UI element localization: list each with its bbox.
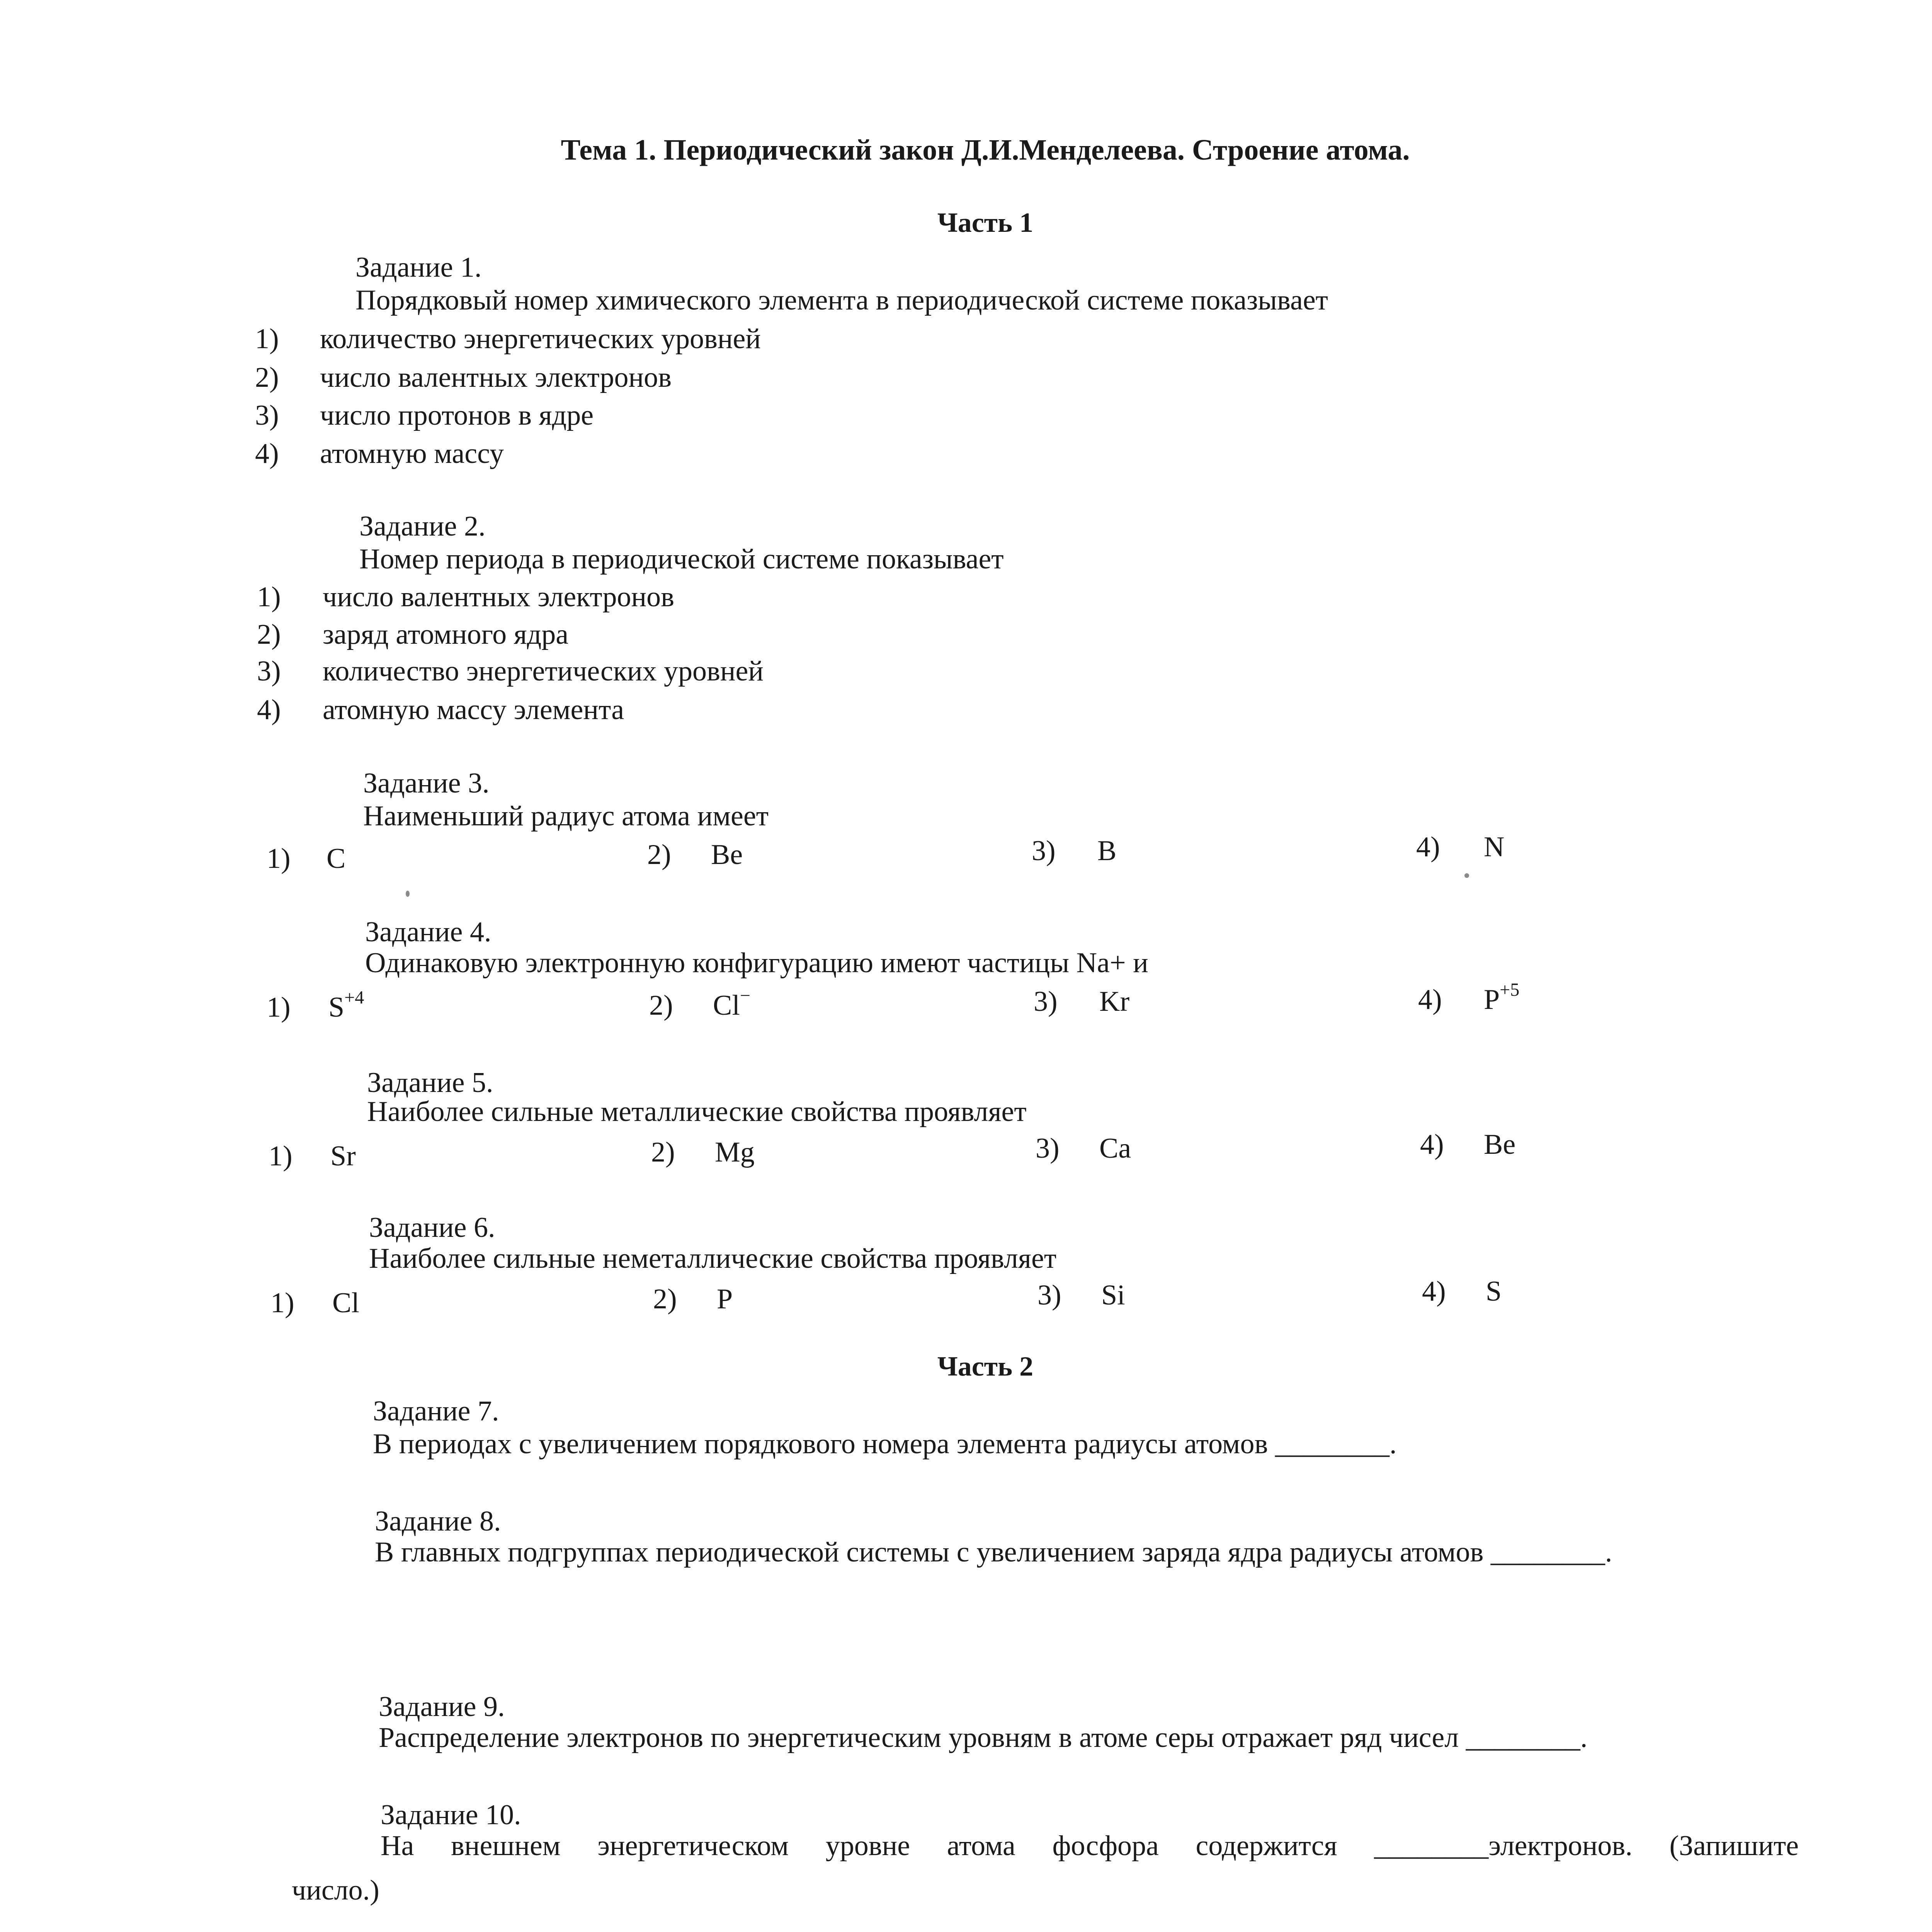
task-6-option-number: 2) (653, 1283, 677, 1315)
charge-superscript: +4 (344, 987, 364, 1008)
task-4-option-number: 4) (1418, 984, 1442, 1015)
task-1-question: Порядковый номер химического элемента в периодической системе показывает (355, 284, 1328, 316)
task-2-option-number: 1) (257, 581, 281, 613)
task-2-option-text: число валентных электронов (323, 581, 675, 613)
task-1-option-number: 2) (255, 362, 279, 393)
task-4-option-text: $P^{+5}$ (1484, 980, 1520, 1015)
task-2-option-number: 3) (257, 655, 281, 687)
task-5-option-number: 3) (1036, 1133, 1060, 1164)
task-6-option-text: Si (1101, 1279, 1125, 1311)
task-3-option-text: B (1097, 835, 1117, 867)
task-2-heading: Задание 2. (359, 510, 486, 542)
task-3-option-text: N (1484, 831, 1505, 863)
task-4-option-number: 2) (649, 990, 673, 1021)
task-5-option-text: Mg (715, 1136, 755, 1168)
charge-superscript: − (740, 985, 750, 1006)
part-2-heading: Часть 2 (937, 1351, 1034, 1382)
task-6-option-text: S (1486, 1276, 1502, 1307)
task-9-heading: Задание 9. (379, 1691, 505, 1723)
task-4-option-text: Kr (1099, 986, 1130, 1017)
task-2-question: Номер периода в периодической системе показывает (359, 543, 1004, 575)
task-10-heading: Задание 10. (381, 1799, 521, 1831)
task-9-question: Распределение электронов по энергетическим уровням в атоме серы отражает ряд чисел ________. (379, 1722, 1588, 1753)
task-4-heading: Задание 4. (365, 916, 492, 948)
task-7-heading: Задание 7. (373, 1395, 499, 1427)
task-6-question: Наиболее сильные неметаллические свойства проявляет (369, 1243, 1057, 1274)
task-4-option-text: Cl− (713, 985, 750, 1021)
task-3-option-number: 1) (267, 843, 291, 874)
task-5-option-text: Sr (330, 1140, 356, 1172)
task-6-option-number: 4) (1422, 1276, 1446, 1307)
task-4-option-number: 1) (267, 992, 291, 1023)
task-5-heading: Задание 5. (367, 1067, 493, 1099)
task-1-heading: Задание 1. (355, 252, 482, 283)
task-7-question: В периодах с увеличением порядкового номера элемента радиусы атомов ________. (373, 1428, 1397, 1460)
task-1-option-text: число валентных электронов (320, 362, 672, 393)
task-3-heading: Задание 3. (363, 767, 490, 799)
task-2-option-number: 2) (257, 619, 281, 650)
task-4-option-text: $S^{+4}$ (328, 987, 364, 1023)
task-5-option-number: 4) (1420, 1129, 1444, 1160)
task-5-option-number: 1) (269, 1140, 293, 1172)
scan-speck (406, 891, 410, 897)
task-3-option-text: Be (711, 839, 743, 871)
task-1-option-number: 3) (255, 400, 279, 431)
task-3-option-number: 4) (1416, 831, 1440, 863)
task-1-option-number: 1) (255, 323, 279, 355)
task-5-question: Наиболее сильные металлические свойства проявляет (367, 1096, 1027, 1128)
task-6-option-number: 3) (1037, 1279, 1061, 1311)
task-4-option-number: 3) (1034, 986, 1058, 1017)
task-1-option-text: число протонов в ядре (320, 400, 594, 431)
task-5-option-text: Be (1484, 1129, 1516, 1160)
task-8-heading: Задание 8. (375, 1505, 501, 1537)
task-10-question: На внешнем энергетическом уровне атома фосфора содержится ________электронов. (Запишите (381, 1830, 1799, 1862)
task-3-option-text: C (327, 843, 346, 874)
task-5-option-text: Ca (1099, 1133, 1131, 1164)
charge-superscript: +5 (1500, 980, 1520, 1000)
task-3-question: Наименьший радиус атома имеет (363, 800, 769, 832)
task-2-option-text: атомную массу элемента (323, 694, 624, 726)
task-2-option-text: заряд атомного ядра (323, 619, 569, 650)
task-3-option-number: 3) (1032, 835, 1056, 867)
part-1-heading: Часть 1 (937, 207, 1034, 238)
task-6-option-text: Cl (332, 1287, 359, 1319)
task-3-option-number: 2) (647, 839, 671, 871)
task-1-option-number: 4) (255, 438, 279, 469)
task-1-option-text: атомную массу (320, 438, 504, 469)
task-2-option-text: количество энергетических уровней (323, 655, 764, 687)
task-1-option-text: количество энергетических уровней (320, 323, 761, 355)
task-2-option-number: 4) (257, 694, 281, 726)
task-6-option-number: 1) (270, 1287, 294, 1319)
task-10-question-continuation: число.) (292, 1874, 379, 1906)
task-6-heading: Задание 6. (369, 1212, 495, 1243)
task-4-question: Одинаковую электронную конфигурацию имеют частицы Na+ и (365, 947, 1148, 979)
scan-speck (1464, 873, 1469, 878)
page-title: Тема 1. Периодический закон Д.И.Менделеева. Строение атома. (561, 134, 1410, 166)
task-8-question: В главных подгруппах периодической системы с увеличением заряда ядра радиусы атомов ________. (375, 1536, 1612, 1568)
task-6-option-text: P (717, 1283, 733, 1315)
task-5-option-number: 2) (651, 1136, 675, 1168)
